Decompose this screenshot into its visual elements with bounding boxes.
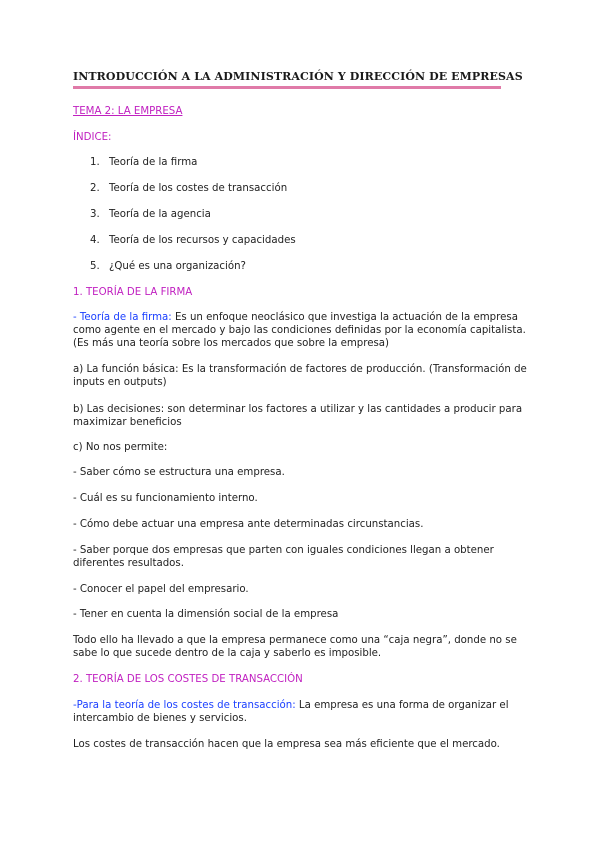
document-title: INTRODUCCIÓN A LA ADMINISTRACIÓN Y DIRECCIÓN DE EMPRESAS [73, 70, 523, 83]
toc-item [90, 156, 197, 169]
paragraph-a: a) La función básica: Es la transformación de factores de producción. (Transformación de inputs en outputs) [73, 364, 527, 388]
title-underline [73, 86, 501, 89]
paragraph-b: b) Las decisiones: son determinar los factores a utilizar y las cantidades a producir para maximizar beneficios [73, 404, 523, 428]
bullet-item: - Saber cómo se estructura una empresa. [73, 467, 285, 478]
toc-item-text: Teoría de la firma [109, 157, 198, 168]
bullet-item: - Saber porque dos empresas que parten con iguales condiciones llegan a obtener diferentes resultados. [73, 545, 494, 569]
section-2-definition [73, 699, 528, 725]
index-label: ÍNDICE: [73, 132, 112, 143]
bullet-item: - Cuál es su funcionamiento interno. [73, 493, 258, 504]
definition-text: La empresa es una forma de organizar el intercambio de bienes y servicios. [73, 700, 509, 724]
paragraph-c: c) No nos permite: [73, 442, 168, 453]
definition-text: Es un enfoque neoclásico que investiga la actuación de la empresa como agente en el mercado y bajo las condiciones definidas por la economía capitalista. (Es más una teoría sobre los mercados que sobre la empresa) [73, 312, 526, 349]
toc-item-number: 5. [90, 261, 100, 272]
toc-item-text: Teoría de los recursos y capacidades [109, 235, 296, 246]
toc-item-text: Teoría de la agencia [109, 209, 211, 220]
definition-lead: -Para la teoría de los costes de transacción: [73, 700, 296, 711]
toc-item-number: 1. [90, 157, 100, 168]
bullet-item: - Cómo debe actuar una empresa ante determinadas circunstancias. [73, 519, 424, 530]
topic-heading: TEMA 2: LA EMPRESA [73, 106, 183, 117]
section-1-definition [73, 311, 528, 350]
toc-item-text: ¿Qué es una organización? [109, 261, 246, 272]
toc-item-number: 3. [90, 209, 100, 220]
toc-item [90, 234, 296, 247]
document-title-block [73, 70, 523, 89]
bullet-item: - Tener en cuenta la dimensión social de la empresa [73, 609, 339, 620]
toc-item [90, 182, 287, 195]
section-2-paragraph: Los costes de transacción hacen que la empresa sea más eficiente que el mercado. [73, 739, 500, 750]
toc-item [90, 208, 211, 221]
toc-item-number: 4. [90, 235, 100, 246]
toc-item-text: Teoría de los costes de transacción [109, 183, 288, 194]
toc-item [90, 260, 246, 273]
definition-lead: - Teoría de la firma: [73, 312, 172, 323]
section-1-heading: 1. TEORÍA DE LA FIRMA [73, 287, 193, 298]
section-2-heading: 2. TEORÍA DE LOS COSTES DE TRANSACCIÓN [73, 674, 303, 685]
conclusion-paragraph: Todo ello ha llevado a que la empresa permanece como una “caja negra”, donde no se sabe lo que sucede dentro de la caja y saberlo es imposible. [73, 635, 517, 659]
bullet-item: - Conocer el papel del empresario. [73, 584, 249, 595]
toc-item-number: 2. [90, 183, 100, 194]
